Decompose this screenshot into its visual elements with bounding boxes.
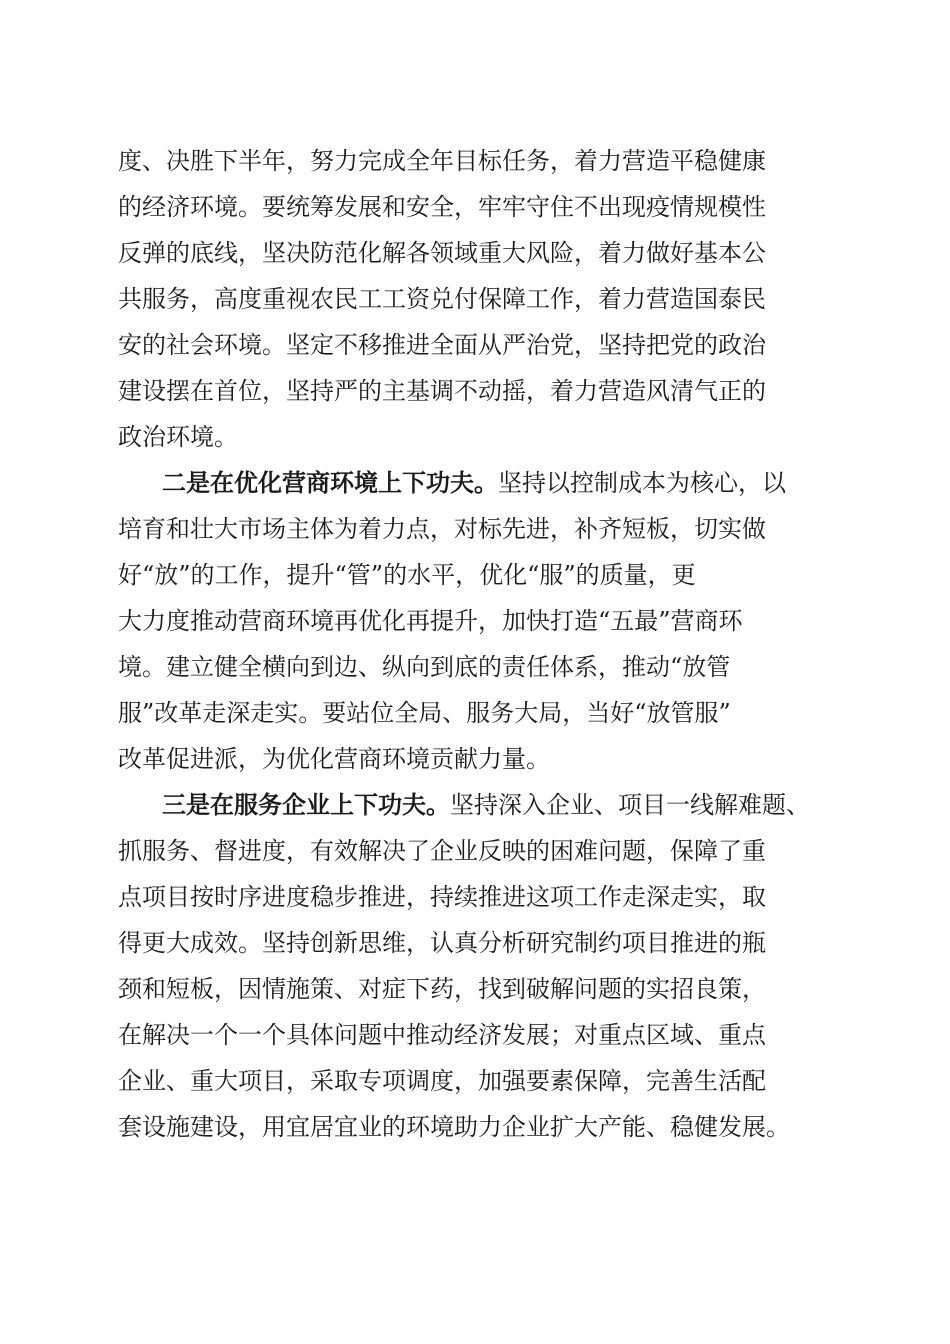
p3-line-4: 得更大成效。坚持创新思维，认真分析研究制约项目推进的瓶 xyxy=(118,929,766,957)
p3-line-3: 点项目按时序进度稳步推进，持续推进这项工作走深走实，取 xyxy=(118,883,766,911)
p2-line-7: 改革促进派，为优化营商环境贡献力量。 xyxy=(118,745,550,773)
p3-heading: 三是在服务企业上下功夫。 xyxy=(162,790,450,819)
document-body xyxy=(118,138,838,1150)
p3-line-5: 颈和短板，因情施策、对症下药，找到破解问题的实招良策， xyxy=(118,975,766,1003)
p2-line-1 xyxy=(118,460,838,506)
p3-line-1-rest: 坚持深入企业、项目一线解难题、 xyxy=(450,791,810,819)
p2-line-1-rest: 坚持以控制成本为核心，以 xyxy=(498,469,786,497)
p3-line-6: 在解决一个一个具体问题中推动经济发展；对重点区域、重点 xyxy=(118,1021,766,1049)
p2-line-2: 培育和壮大市场主体为着力点，对标先进，补齐短板，切实做 xyxy=(118,515,766,543)
p1-line-2: 的经济环境。要统筹发展和安全，牢牢守住不出现疫情规模性 xyxy=(118,193,766,221)
p2-line-4: 大力度推动营商环境再优化再提升，加快打造“五最”营商环 xyxy=(118,607,743,635)
p2-line-5: 境。建立健全横向到边、纵向到底的责任体系，推动“放管 xyxy=(118,653,731,681)
p1-line-1: 度、决胜下半年，努力完成全年目标任务，着力营造平稳健康 xyxy=(118,147,766,175)
p1-line-7: 政治环境。 xyxy=(118,423,238,451)
p3-line-7: 企业、重大项目，采取专项调度，加强要素保障，完善生活配 xyxy=(118,1067,766,1095)
p3-line-1 xyxy=(118,782,838,828)
p1-line-6: 建设摆在首位，坚持严的主基调不动摇，着力营造风清气正的 xyxy=(118,377,766,405)
p1-line-4: 共服务，高度重视农民工工资兑付保障工作，着力营造国泰民 xyxy=(118,285,766,313)
p2-line-3: 好“放”的工作，提升“管”的水平，优化“服”的质量，更 xyxy=(118,561,696,589)
p1-line-3: 反弹的底线，坚决防范化解各领域重大风险，着力做好基本公 xyxy=(118,239,766,267)
p3-line-8: 套设施建设，用宜居宜业的环境助力企业扩大产能、稳健发展。 xyxy=(118,1113,790,1141)
p3-line-2: 抓服务、督进度，有效解决了企业反映的困难问题，保障了重 xyxy=(118,837,766,865)
p1-line-5: 安的社会环境。坚定不移推进全面从严治党，坚持把党的政治 xyxy=(118,331,766,359)
p2-line-6: 服”改革走深走实。要站位全局、服务大局，当好“放管服” xyxy=(118,699,731,727)
p2-heading: 二是在优化营商环境上下功夫。 xyxy=(162,468,498,497)
